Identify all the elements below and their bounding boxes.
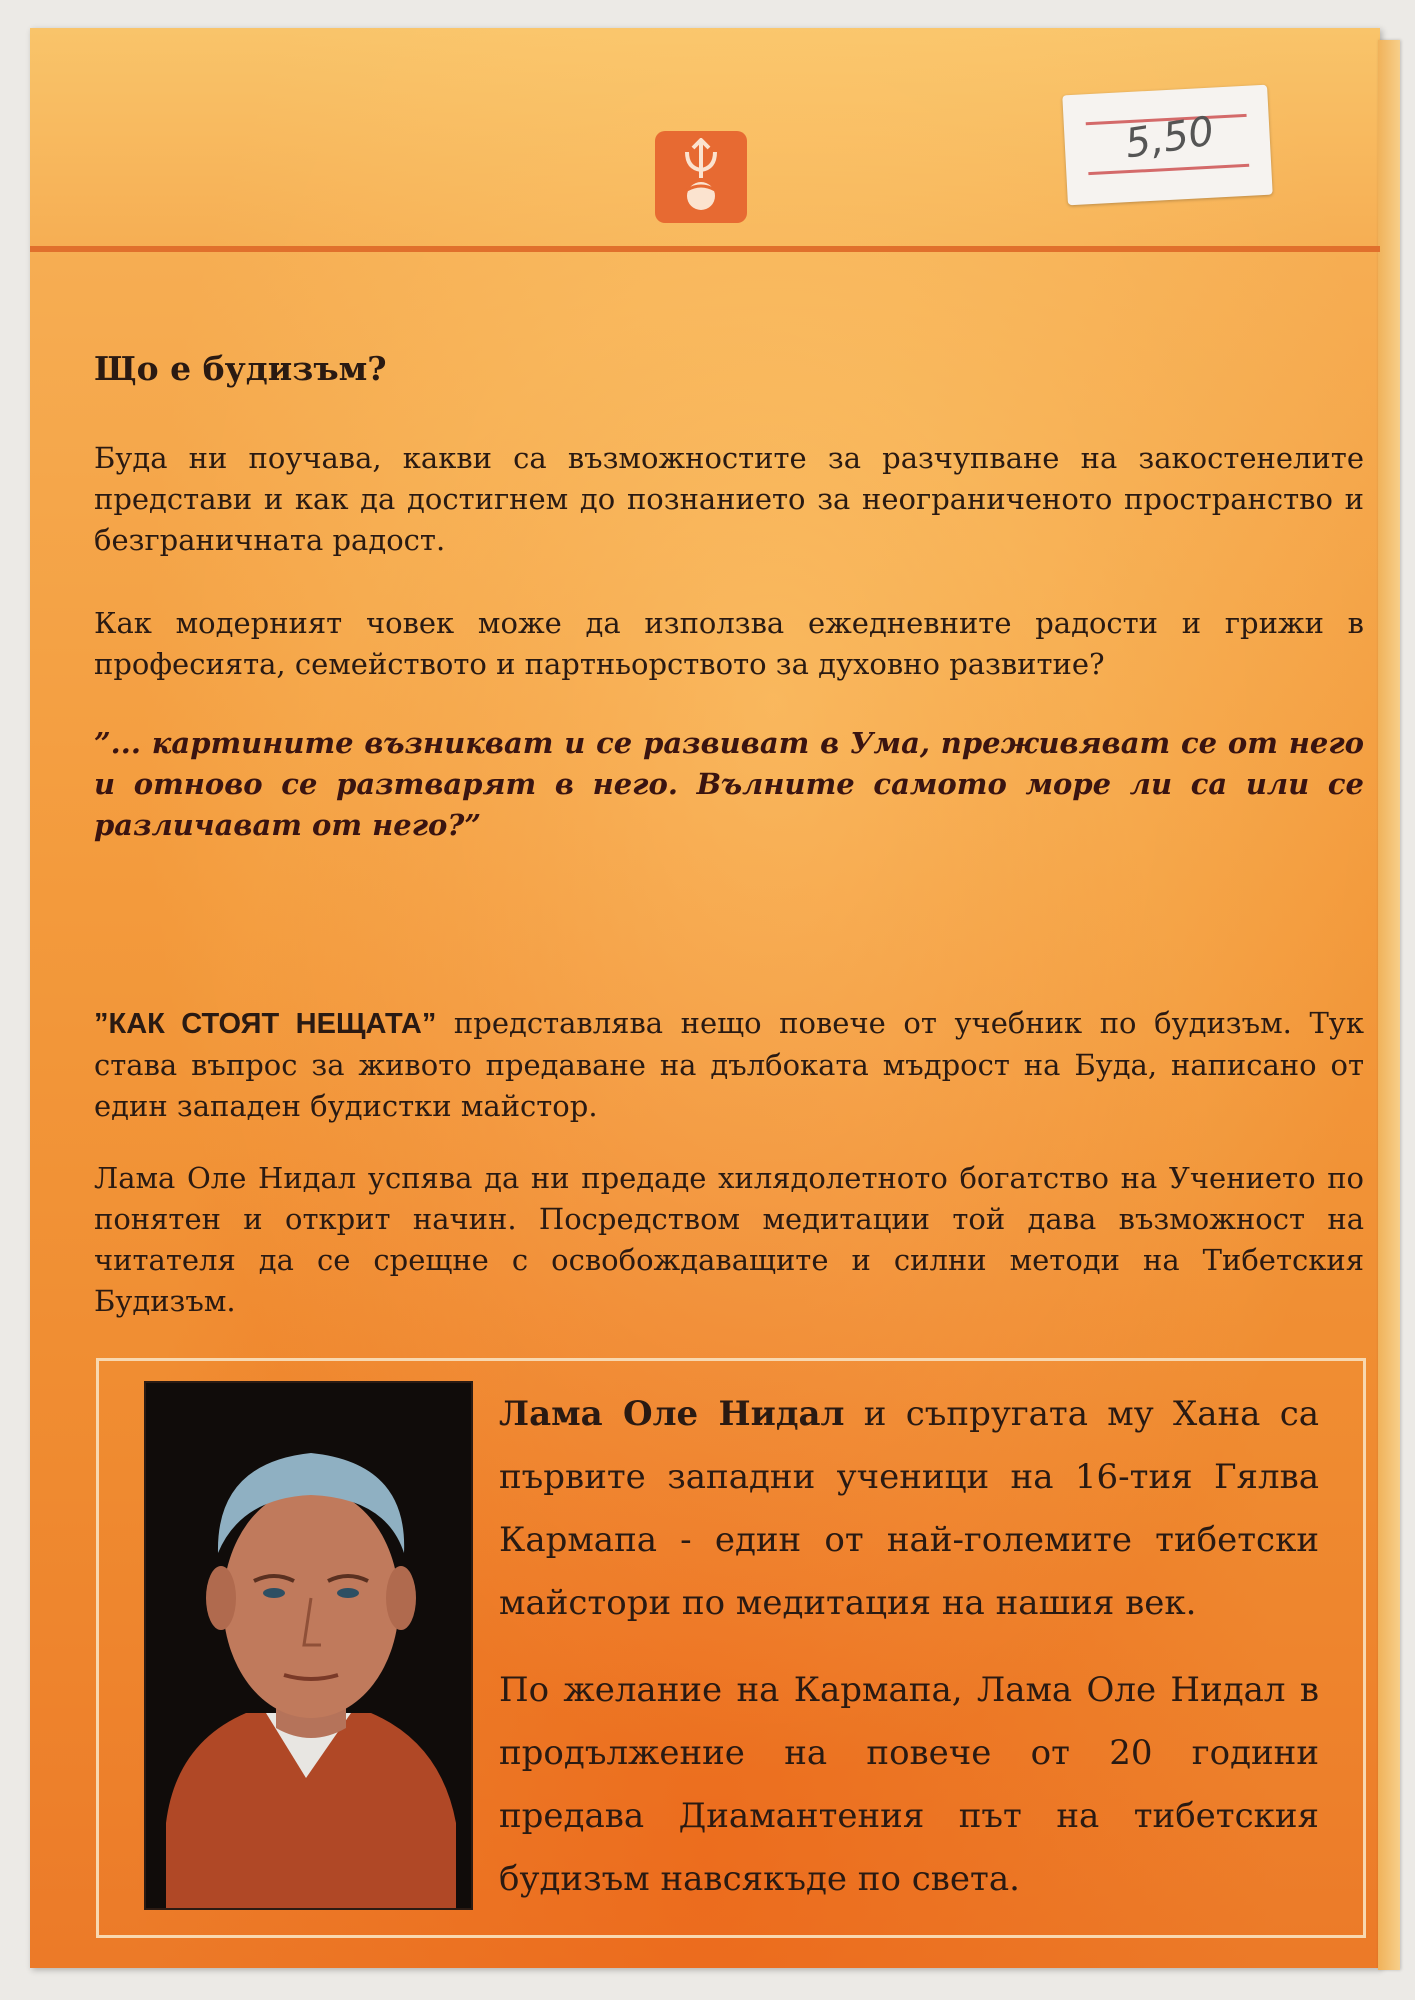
price-label: 5,50 (1122, 108, 1218, 168)
author-bio-text (499, 1383, 1319, 1935)
section-heading: Що е будизъм? (94, 349, 387, 388)
bio-paragraph-1 (499, 1383, 1319, 1635)
question-paragraph: Как модерният човек може да използва ежедневните радости и грижи в професията, семейството и партньорството за духовно развитие? (94, 606, 1364, 681)
book-description (94, 1003, 1364, 1127)
book-title: ”КАК СТОЯТ НЕЩАТА” (94, 1008, 437, 1040)
author-bio-box (96, 1358, 1366, 1938)
price-sticker (1062, 85, 1272, 206)
author-name: Лама Оле Нидал (499, 1394, 845, 1434)
author-photo (144, 1381, 473, 1910)
author-description: Лама Оле Нидал успява да ни предаде хилядолетното богатство на Учението по понятен и открит начин. Посредством медитации той дава възможност на читателя да се срещне с освобождаващите и силни методи на Тибетския Будизъм. (94, 1161, 1364, 1318)
publisher-logo-icon (655, 131, 747, 223)
bio-paragraph-2: По желание на Кармапа, Лама Оле Нидал в продължение на повече от 20 години предава Диамантения път на тибетския будизъм навсякъде по света. (499, 1670, 1319, 1899)
book-spine (1378, 40, 1400, 1970)
header-divider (30, 246, 1380, 252)
book-description-text: представлява нещо повече от учебник по будизъм. Тук става въпрос за живото предаване на дълбоката мъдрост на Буда, написано от един западен будистки майстор. (94, 1006, 1364, 1123)
book-back-cover (30, 28, 1380, 1968)
bio-paragraph-1-text: и съпругата му Хана са първите западни ученици на 16-тия Гялва Кармапа - един от най-големите тибетски майстори по медитация на нашия век. (499, 1394, 1320, 1623)
quote-paragraph: ”... картините възникват и се развиват в Ума, преживяват се от него и отново се разтварят в него. Вълните самото море ли са или се различават от него?” (94, 726, 1364, 842)
intro-paragraph: Буда ни поучава, какви са възможностите за разчупване на закостенелите представи и как да достигнем до познанието за неограниченото пространство и безграничната радост. (94, 441, 1364, 557)
